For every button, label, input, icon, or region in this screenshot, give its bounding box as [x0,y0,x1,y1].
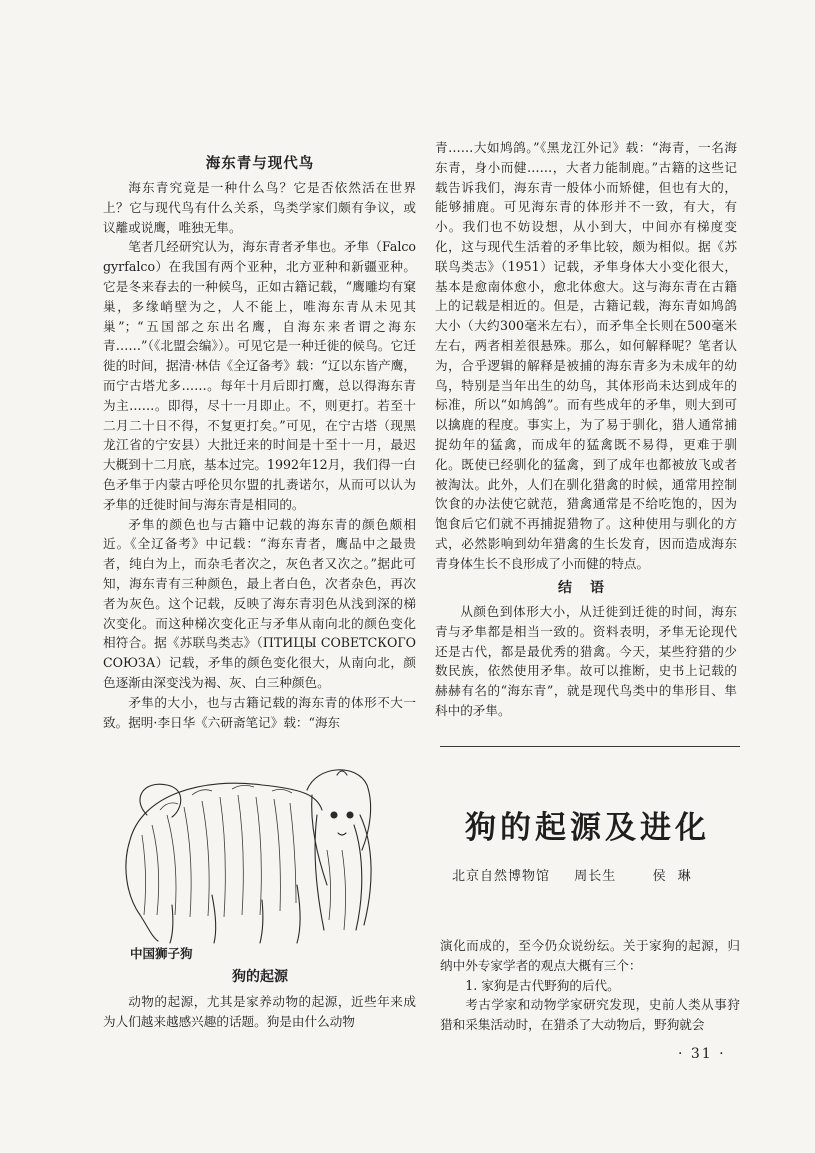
image-caption: 中国狮子狗 [130,946,193,961]
paragraph: 青……大如鸠鸽。”《黑龙江外记》载：“海青，一名海东青，身小而健……，大者力能制鹿。”古籍的这些记载告诉我们，海东青一般体小而矫健，但也有大的，能够捕鹿。可见海东青的体形并不一致，有大，有小。我们也不妨设想，从小到大，中间亦有梯度变化，这与现代生活着的矛隼比较，颇为相似。据《苏联鸟类志》（1951）记载，矛隼身体大小变化很大，基本是愈南体愈小，愈北体愈大。这与海东青在古籍上的记载是相近的。但是，古籍记载，海东青如鸠鸽大小（大约300毫米左右），而矛隼全长则在500毫米左右，两者相差很悬殊。那么，如何解释呢？笔者认为，合乎逻辑的解释是被捕的海东青多为未成年的幼鸟，特别是当年出生的幼鸟，其体形尚未达到成年的标准，所以“如鸠鸽”。而有些成年的矛隼，则大到可以擒鹿的程度。事实上，为了易于驯化，猎人通常捕捉幼年的猛禽，而成年的猛禽既不易得，更难于驯化。既使已经驯化的猛禽，到了成年也都被放飞或者被淘汰。此外，人们在驯化猎禽的时候，通常用控制饮食的办法使它就范，猎禽通常是不给吃饱的，因为饱食后它们就不再捕捉猎物了。这种使用与驯化的方式，必然影响到幼年猎禽的生长发育，因而造成海东青身体生长不良形成了小而健的特点。 [435,140,737,571]
conclusion-heading: 结语 [558,580,622,596]
paragraph: 考古学家和动物学家研究发现，史前人类从事狩猎和采集活动时，在猎杀了大动物后，野狗就会 [440,997,740,1033]
page-number: · 31 · [678,1046,726,1062]
paragraph: 演化而成的，至今仍众说纷纭。关于家狗的起源，归纳中外专家学者的观点大概有三个： [440,938,740,973]
section-heading: 狗的起源 [232,969,288,985]
paragraph: 从颜色到体形大小，从迁徙到迁徙的时间，海东青与矛隼都是相当一致的。资料表明，矛隼无论现代还是古代，都是最优秀的猎禽。今天，某些狩猎的少数民族，依然使用矛隼。故可以推断，史书上记载的赫赫有名的“海东青”，就是现代鸟类中的隼形目、隼科中的矛隼。 [435,604,737,718]
shih-tzu-drawing [112,755,382,945]
right-column [435,138,737,574]
left-column [103,992,416,1032]
paragraph: 矛隼的大小，也与古籍记载的海东青的体形不大一致。据明·李日华《六研斋笔记》载：“海东 [103,694,416,730]
author-name: 周长生 [574,869,617,884]
article-title: 海东青与现代鸟 [205,155,315,172]
left-column [103,178,416,732]
dog-illustration [112,755,382,945]
author-name: 侯琳 [652,869,703,884]
separator-line [440,746,740,747]
paragraph: 动物的起源，尤其是家养动物的起源，近些年来成为人们越来越感兴趣的话题。狗是由什么动物 [103,994,416,1029]
right-column [440,936,740,1035]
author-institution: 北京自然博物馆 [452,869,551,884]
paragraph: 海东青究竟是一种什么鸟？它是否依然活在世界上？它与现代鸟有什么关系，鸟类学家们颇有争议，或议離或说鹰，唯独无隼。 [103,180,416,235]
article-title: 狗的起源及进化 [465,810,710,846]
paragraph: 矛隼的颜色也与古籍中记载的海东青的颜色颇相近。《全辽备考》中记载：“海东青者，鹰品中之最贵者，纯白为上，而杂毛者次之，灰色者又次之。”据此可知，海东青有三种颜色，最上者白色，次者杂色，再次者为灰色。这个记载，反映了海东青羽色从浅到深的梯次变化。而这种梯次变化正与矛隼从南向北的颜色变化相符合。据《苏联鸟类志》（ПТИЦЫ СОВЕТСКОГО СОЮЗА）记载，矛隼的颜色变化很大，从南向北，颜色逐渐由深变浅为褐、灰、白三种颜色。 [103,516,416,690]
paragraph: 1. 家狗是古代野狗的后代。 [465,977,620,993]
paragraph: 笔者几经研究认为，海东青者矛隼也。矛隼（Falco gyrfalco）在我国有两个亚种，北方亚种和新疆亚种。它是冬来春去的一种候鸟，正如古籍记载，“鹰雕均有窠巢，多缘峭壁为之，人不能上，唯海东青从未见其巢”；“五国部之东出名鹰，自海东来者谓之海东青……”（《北盟会编》）。可见它是一种迁徙的候鸟。它迁徙的时间，据清·林佶《全辽备考》载：“辽以东皆产鹰，而宁古塔尤多……。每年十月后即打鹰，总以得海东青为主……。即得，尽十一月即止。不，则更打。若至十二月二十日不得，不复更打矣。”可见，在宁古塔（现黑龙江省的宁安县）大批迁来的时间是十至十一月，最迟大概到十二月底，基本过完。1992年12月，我们得一白色矛隼于内蒙古呼伦贝尔盟的扎赉诺尔，从而可以认为矛隼的迁徙时间与海东青是相同的。 [103,239,416,512]
conclusion-text [435,602,737,721]
byline [452,865,752,884]
